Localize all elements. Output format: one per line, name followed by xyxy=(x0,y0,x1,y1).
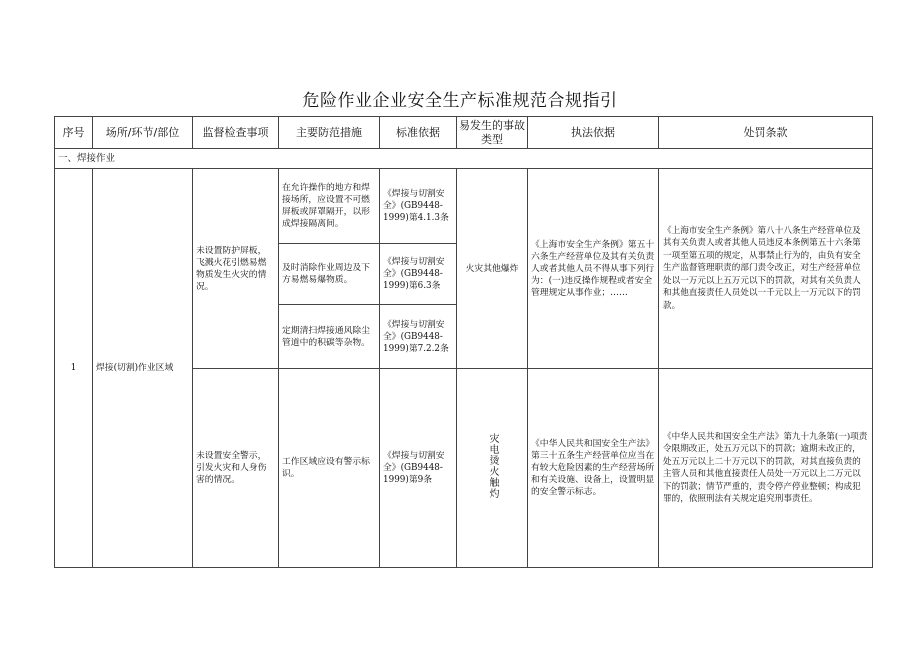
header-standard: 标准依据 xyxy=(380,117,457,149)
measure-cell: 及时消除作业周边及下方易燃易爆物质。 xyxy=(279,244,380,305)
accident-type-b-cell xyxy=(457,369,528,568)
header-measure: 主要防范措施 xyxy=(279,117,380,149)
header-accident: 易发生的事故类型 xyxy=(457,117,528,149)
standard-cell: 《焊接与切割安全》(GB9448-1999)第6.3条 xyxy=(380,244,457,305)
accident-type-b: 灾电烫火触灼 xyxy=(487,433,498,499)
row-place: 焊接(切割)作业区域 xyxy=(93,169,193,568)
standard-cell: 《焊接与切割安全》(GB9448-1999)第4.1.3条 xyxy=(380,169,457,244)
header-seq: 序号 xyxy=(55,117,93,149)
header-row xyxy=(55,117,873,149)
law-basis-a: 《上海市安全生产条例》第五十六条生产经营单位及其有关负责人或者其他人员不得从事下列行为：(一)违反操作规程或者安全管理规定从事作业；…… xyxy=(528,169,659,369)
page-title: 危险作业企业安全生产标准规范合规指引 xyxy=(302,91,618,111)
table-row xyxy=(55,169,873,244)
section-row xyxy=(55,149,873,169)
standard-cell: 《焊接与切割安全》(GB9448-1999)第9条 xyxy=(380,369,457,568)
compliance-table xyxy=(54,116,873,568)
standard-cell: 《焊接与切割安全》(GB9448-1999)第7.2.2条 xyxy=(380,305,457,369)
accident-type-a: 火灾其他爆炸 xyxy=(457,169,528,369)
section-title: 一、焊接作业 xyxy=(55,149,873,169)
measure-cell: 定期清扫焊接通风除尘管道中的积碳等杂物。 xyxy=(279,305,380,369)
penalty-a: 《上海市安全生产条例》第八十八条生产经营单位及其有关负责人或者其他人员违反本条例第五十六条第一项至第五项的规定，从事禁止行为的，由负有安全生产监督管理职责的部门责令改正，对生产经营单位处以一万元以上五万元以下的罚款，对其有关负责人和其他直接责任人员处以一千元以上一万元以下的罚款。 xyxy=(659,169,873,369)
check-item-a: 未设置防护屏板，飞溅火花引燃易燃物质发生火灾的情况。 xyxy=(193,169,279,369)
check-item-b: 未设置安全警示，引发火灾和人身伤害的情况。 xyxy=(193,369,279,568)
law-basis-b: 《中华人民共和国安全生产法》第三十五条生产经营单位应当在有较大危险因素的生产经营场所和有关设施、设备上，设置明显的安全警示标志。 xyxy=(528,369,659,568)
header-place: 场所/环节/部位 xyxy=(93,117,193,149)
measure-cell: 工作区域应设有警示标识。 xyxy=(279,369,380,568)
header-law: 执法依据 xyxy=(528,117,659,149)
header-penalty: 处罚条款 xyxy=(659,117,873,149)
header-item: 监督检查事项 xyxy=(193,117,279,149)
measure-cell: 在允许操作的地方和焊接场所，应设置不可燃屏板或屏罩隔开，以形成焊接隔离间。 xyxy=(279,169,380,244)
row-seq: 1 xyxy=(55,169,93,568)
penalty-b: 《中华人民共和国安全生产法》第九十九条第(一)项责令限期改正，处五万元以下的罚款；逾期未改正的，处五万元以上二十万元以下的罚款，对其直接负责的主管人员和其他直接责任人员处一万元以上二万元以下的罚款；情节严重的，责令停产停业整顿；构成犯罪的，依照刑法有关规定追究刑事责任。 xyxy=(659,369,873,568)
